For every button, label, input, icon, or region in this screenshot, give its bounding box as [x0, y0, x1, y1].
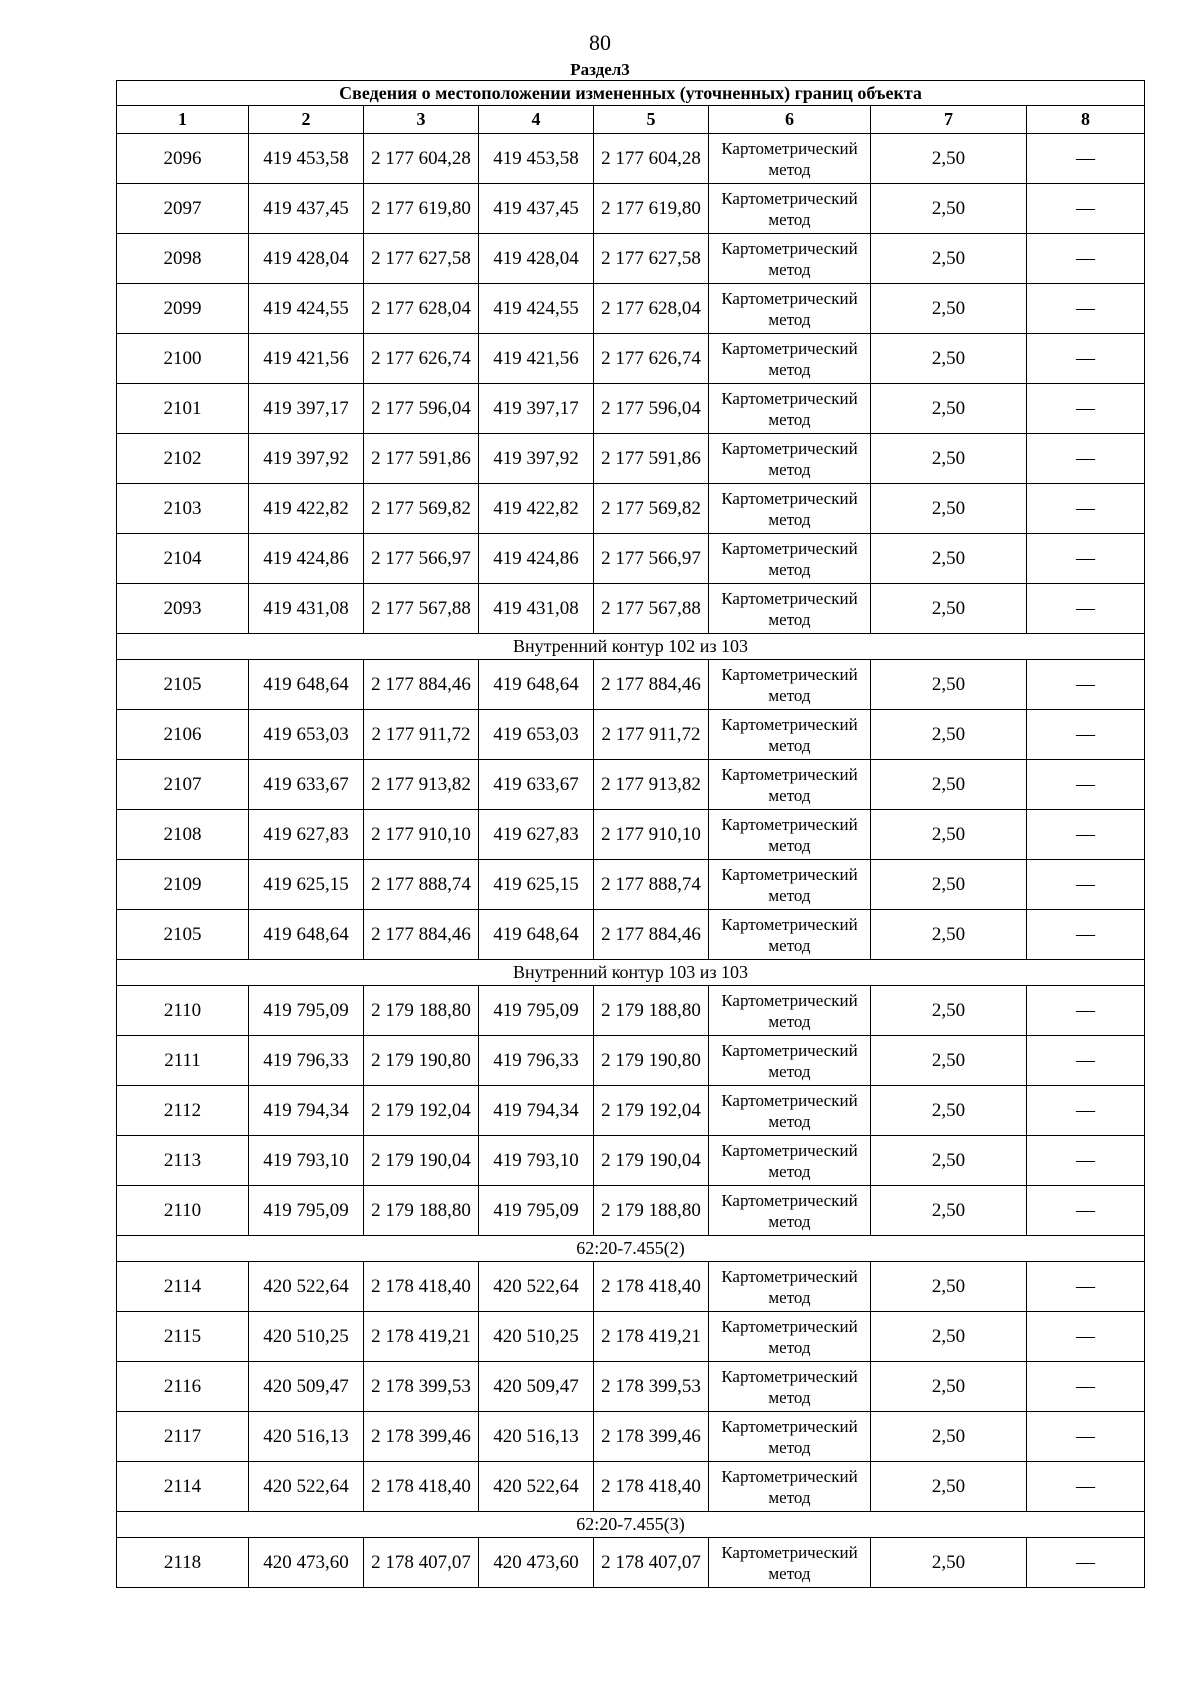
table-cell: 2 177 884,46	[594, 910, 709, 960]
table-cell: Картометрический метод	[709, 860, 871, 910]
table-cell: Картометрический метод	[709, 986, 871, 1036]
table-cell: 420 516,13	[479, 1412, 594, 1462]
table-cell: 419 453,58	[249, 134, 364, 184]
table-cell: 419 627,83	[479, 810, 594, 860]
table-cell: 2 178 418,40	[364, 1262, 479, 1312]
table-cell: 2 178 399,53	[594, 1362, 709, 1412]
table-cell: 419 424,55	[479, 284, 594, 334]
table-cell: 2 178 419,21	[364, 1312, 479, 1362]
table-cell: 2,50	[871, 184, 1027, 234]
table-cell: 2 179 190,04	[594, 1136, 709, 1186]
table-cell: 420 522,64	[249, 1462, 364, 1512]
table-cell: 2,50	[871, 860, 1027, 910]
table-cell: 420 473,60	[249, 1538, 364, 1588]
table-cell: 419 421,56	[479, 334, 594, 384]
table-row	[117, 910, 1145, 960]
table-cell: 420 522,64	[249, 1262, 364, 1312]
table-cell: 2 177 628,04	[364, 284, 479, 334]
table-cell: 2 177 888,74	[594, 860, 709, 910]
table-cell: —	[1027, 1036, 1145, 1086]
table-cell: 2099	[117, 284, 249, 334]
table-title: Сведения о местоположении измененных (уточненных) границ объекта	[117, 81, 1145, 106]
column-number: 5	[594, 106, 709, 134]
table-cell: 2,50	[871, 760, 1027, 810]
table-cell: Картометрический метод	[709, 534, 871, 584]
table-cell: —	[1027, 184, 1145, 234]
table-row	[117, 384, 1145, 434]
table-cell: 2112	[117, 1086, 249, 1136]
table-cell: 419 794,34	[249, 1086, 364, 1136]
table-cell: 419 653,03	[479, 710, 594, 760]
table-cell: —	[1027, 134, 1145, 184]
table-cell: 2,50	[871, 1086, 1027, 1136]
table-cell: 2114	[117, 1262, 249, 1312]
table-cell: —	[1027, 1362, 1145, 1412]
table-cell: 2110	[117, 1186, 249, 1236]
table-cell: 2110	[117, 986, 249, 1036]
table-row	[117, 1086, 1145, 1136]
table-cell: Картометрический метод	[709, 1462, 871, 1512]
table-cell: 2 177 596,04	[594, 384, 709, 434]
table-cell: Картометрический метод	[709, 584, 871, 634]
table-cell: —	[1027, 1312, 1145, 1362]
table-cell: 2 177 619,80	[364, 184, 479, 234]
table-cell: 419 428,04	[249, 234, 364, 284]
table-cell: 420 509,47	[479, 1362, 594, 1412]
table-cell: 420 473,60	[479, 1538, 594, 1588]
table-cell: 2 179 188,80	[594, 986, 709, 1036]
table-row	[117, 1136, 1145, 1186]
table-cell: 2,50	[871, 986, 1027, 1036]
contour-label: 62:20-7.455(2)	[117, 1236, 1145, 1262]
table-cell: 2 179 192,04	[594, 1086, 709, 1136]
table-cell: 2 179 188,80	[364, 1186, 479, 1236]
table-row	[117, 1262, 1145, 1312]
table-cell: 2 177 884,46	[364, 660, 479, 710]
table-cell: 2,50	[871, 1136, 1027, 1186]
table-cell: 2 177 910,10	[594, 810, 709, 860]
table-cell: —	[1027, 484, 1145, 534]
table-cell: —	[1027, 584, 1145, 634]
table-cell: —	[1027, 710, 1145, 760]
table-cell: —	[1027, 384, 1145, 434]
column-number: 2	[249, 106, 364, 134]
contour-group-row	[117, 1512, 1145, 1538]
table-cell: 419 625,15	[479, 860, 594, 910]
table-row	[117, 986, 1145, 1036]
table-row	[117, 584, 1145, 634]
table-cell: 2,50	[871, 134, 1027, 184]
table-row	[117, 284, 1145, 334]
table-cell: 2 177 910,10	[364, 810, 479, 860]
table-cell: 419 431,08	[249, 584, 364, 634]
table-cell: 419 648,64	[479, 660, 594, 710]
table-cell: 2 179 192,04	[364, 1086, 479, 1136]
table-cell: 2 177 888,74	[364, 860, 479, 910]
table-cell: 419 796,33	[479, 1036, 594, 1086]
table-cell: 419 431,08	[479, 584, 594, 634]
table-cell: —	[1027, 760, 1145, 810]
table-row	[117, 434, 1145, 484]
table-cell: 420 510,25	[479, 1312, 594, 1362]
table-cell: 2,50	[871, 810, 1027, 860]
table-cell: 2,50	[871, 1412, 1027, 1462]
table-cell: —	[1027, 1412, 1145, 1462]
table-cell: 419 397,17	[249, 384, 364, 434]
table-cell: Картометрический метод	[709, 1362, 871, 1412]
table-cell: 2,50	[871, 584, 1027, 634]
table-cell: 419 794,34	[479, 1086, 594, 1136]
table-cell: 419 796,33	[249, 1036, 364, 1086]
table-cell: 420 522,64	[479, 1262, 594, 1312]
table-cell: 2108	[117, 810, 249, 860]
table-cell: 420 516,13	[249, 1412, 364, 1462]
table-cell: 2 177 911,72	[594, 710, 709, 760]
table-cell: Картометрический метод	[709, 1086, 871, 1136]
table-cell: 2,50	[871, 484, 1027, 534]
table-cell: 2106	[117, 710, 249, 760]
table-cell: 2,50	[871, 710, 1027, 760]
column-number: 8	[1027, 106, 1145, 134]
table-cell: 2117	[117, 1412, 249, 1462]
table-cell: 2 178 399,46	[364, 1412, 479, 1462]
table-cell: 2113	[117, 1136, 249, 1186]
table-cell: 2 177 627,58	[594, 234, 709, 284]
table-cell: 2,50	[871, 1036, 1027, 1086]
table-cell: 2 178 419,21	[594, 1312, 709, 1362]
table-cell: 419 453,58	[479, 134, 594, 184]
table-cell: 419 627,83	[249, 810, 364, 860]
table-cell: 419 424,55	[249, 284, 364, 334]
table-cell: 2 177 604,28	[594, 134, 709, 184]
boundary-table	[116, 80, 1145, 1588]
table-cell: —	[1027, 860, 1145, 910]
table-cell: 2 177 619,80	[594, 184, 709, 234]
table-cell: —	[1027, 1262, 1145, 1312]
table-cell: —	[1027, 434, 1145, 484]
table-cell: 2 177 596,04	[364, 384, 479, 434]
table-cell: 2,50	[871, 1186, 1027, 1236]
table-cell: 2114	[117, 1462, 249, 1512]
table-cell: 2 178 418,40	[594, 1262, 709, 1312]
table-cell: 2 177 567,88	[364, 584, 479, 634]
table-cell: 2104	[117, 534, 249, 584]
table-cell: 2105	[117, 910, 249, 960]
table-cell: 2 177 628,04	[594, 284, 709, 334]
table-cell: —	[1027, 810, 1145, 860]
table-cell: 2 177 911,72	[364, 710, 479, 760]
table-cell: Картометрический метод	[709, 434, 871, 484]
table-cell: 2 177 569,82	[364, 484, 479, 534]
table-cell: —	[1027, 1186, 1145, 1236]
table-cell: 2 178 407,07	[364, 1538, 479, 1588]
table-cell: 2,50	[871, 384, 1027, 434]
table-cell: 2 177 627,58	[364, 234, 479, 284]
table-cell: Картометрический метод	[709, 910, 871, 960]
table-cell: 419 422,82	[479, 484, 594, 534]
table-cell: Картометрический метод	[709, 1538, 871, 1588]
table-row	[117, 1412, 1145, 1462]
table-cell: 2 178 399,46	[594, 1412, 709, 1462]
table-cell: 419 424,86	[249, 534, 364, 584]
table-cell: 2107	[117, 760, 249, 810]
table-cell: 420 522,64	[479, 1462, 594, 1512]
table-cell: 419 437,45	[249, 184, 364, 234]
table-title-row	[117, 81, 1145, 106]
table-cell: 2,50	[871, 1462, 1027, 1512]
table-cell: 419 653,03	[249, 710, 364, 760]
table-cell: 2 178 418,40	[594, 1462, 709, 1512]
contour-label: Внутренний контур 103 из 103	[117, 960, 1145, 986]
table-cell: 2,50	[871, 660, 1027, 710]
table-cell: 420 510,25	[249, 1312, 364, 1362]
table-cell: —	[1027, 234, 1145, 284]
table-cell: —	[1027, 1538, 1145, 1588]
table-cell: Картометрический метод	[709, 710, 871, 760]
table-cell: 2111	[117, 1036, 249, 1086]
table-cell: 419 793,10	[249, 1136, 364, 1186]
table-cell: 2 178 407,07	[594, 1538, 709, 1588]
table-cell: 2098	[117, 234, 249, 284]
table-cell: Картометрический метод	[709, 760, 871, 810]
table-cell: 2 179 190,80	[364, 1036, 479, 1086]
table-cell: —	[1027, 534, 1145, 584]
table-cell: 419 648,64	[249, 660, 364, 710]
table-row	[117, 660, 1145, 710]
table-row	[117, 760, 1145, 810]
table-cell: 2,50	[871, 1262, 1027, 1312]
table-cell: 419 397,92	[479, 434, 594, 484]
table-cell: 2109	[117, 860, 249, 910]
table-cell: —	[1027, 1136, 1145, 1186]
table-cell: 2 177 591,86	[364, 434, 479, 484]
table-cell: 2 177 567,88	[594, 584, 709, 634]
contour-label: 62:20-7.455(3)	[117, 1512, 1145, 1538]
table-cell: 419 795,09	[479, 986, 594, 1036]
table-cell: 2 179 188,80	[594, 1186, 709, 1236]
table-cell: Картометрический метод	[709, 810, 871, 860]
table-row	[117, 534, 1145, 584]
table-cell: 2103	[117, 484, 249, 534]
table-cell: 2,50	[871, 284, 1027, 334]
table-cell: 2097	[117, 184, 249, 234]
table-row	[117, 334, 1145, 384]
table-cell: Картометрический метод	[709, 1262, 871, 1312]
table-cell: 2093	[117, 584, 249, 634]
table-row	[117, 1462, 1145, 1512]
table-cell: 2 179 190,04	[364, 1136, 479, 1186]
table-cell: 419 633,67	[479, 760, 594, 810]
table-cell: 419 795,09	[249, 1186, 364, 1236]
table-row	[117, 184, 1145, 234]
table-row	[117, 810, 1145, 860]
table-cell: 2102	[117, 434, 249, 484]
table-cell: Картометрический метод	[709, 384, 871, 434]
column-number: 6	[709, 106, 871, 134]
table-cell: Картометрический метод	[709, 1312, 871, 1362]
table-cell: 2 177 591,86	[594, 434, 709, 484]
column-number: 4	[479, 106, 594, 134]
table-cell: 419 397,92	[249, 434, 364, 484]
contour-group-row	[117, 1236, 1145, 1262]
table-cell: 2 177 569,82	[594, 484, 709, 534]
table-cell: 419 437,45	[479, 184, 594, 234]
table-cell: 2116	[117, 1362, 249, 1412]
table-row	[117, 234, 1145, 284]
table-cell: Картометрический метод	[709, 660, 871, 710]
table-cell: 419 397,17	[479, 384, 594, 434]
table-cell: Картометрический метод	[709, 334, 871, 384]
table-cell: Картометрический метод	[709, 1412, 871, 1462]
table-cell: —	[1027, 986, 1145, 1036]
table-body	[117, 134, 1145, 1588]
table-row	[117, 134, 1145, 184]
table-row	[117, 1362, 1145, 1412]
table-cell: Картометрический метод	[709, 1036, 871, 1086]
table-cell: —	[1027, 284, 1145, 334]
page-number: 80	[589, 30, 611, 55]
table-row	[117, 710, 1145, 760]
table-row	[117, 1036, 1145, 1086]
table-cell: 2100	[117, 334, 249, 384]
table-cell: 2 178 399,53	[364, 1362, 479, 1412]
table-cell: 2 177 626,74	[364, 334, 479, 384]
table-cell: —	[1027, 334, 1145, 384]
table-cell: 419 795,09	[479, 1186, 594, 1236]
table-cell: 2 177 566,97	[364, 534, 479, 584]
table-cell: 2,50	[871, 1362, 1027, 1412]
contour-group-row	[117, 634, 1145, 660]
table-cell: 2118	[117, 1538, 249, 1588]
table-cell: 2 177 626,74	[594, 334, 709, 384]
table-cell: 2101	[117, 384, 249, 434]
table-cell: 2,50	[871, 334, 1027, 384]
section-label: Раздел3	[570, 60, 630, 79]
table-cell: 2,50	[871, 434, 1027, 484]
table-cell: 2115	[117, 1312, 249, 1362]
table-cell: 2,50	[871, 234, 1027, 284]
table-cell: 2 178 418,40	[364, 1462, 479, 1512]
table-row	[117, 1186, 1145, 1236]
table-cell: Картометрический метод	[709, 284, 871, 334]
table-cell: 2 177 884,46	[594, 660, 709, 710]
column-number-row	[117, 106, 1145, 134]
table-cell: 2096	[117, 134, 249, 184]
table-row	[117, 860, 1145, 910]
table-cell: 2,50	[871, 534, 1027, 584]
table-cell: Картометрический метод	[709, 234, 871, 284]
table-cell: 2,50	[871, 1538, 1027, 1588]
table-cell: 2 177 884,46	[364, 910, 479, 960]
table-cell: 419 648,64	[249, 910, 364, 960]
table-cell: Картометрический метод	[709, 184, 871, 234]
table-cell: 419 625,15	[249, 860, 364, 910]
table-cell: 2 177 913,82	[364, 760, 479, 810]
table-cell: Картометрический метод	[709, 1136, 871, 1186]
table-cell: 419 428,04	[479, 234, 594, 284]
table-cell: —	[1027, 1462, 1145, 1512]
table-cell: 419 422,82	[249, 484, 364, 534]
table-cell: —	[1027, 910, 1145, 960]
table-cell: —	[1027, 660, 1145, 710]
table-row	[117, 1538, 1145, 1588]
table-cell: 2 179 188,80	[364, 986, 479, 1036]
table-cell: 420 509,47	[249, 1362, 364, 1412]
table-cell: 419 648,64	[479, 910, 594, 960]
table-cell: 2 177 604,28	[364, 134, 479, 184]
contour-label: Внутренний контур 102 из 103	[117, 634, 1145, 660]
table-cell: Картометрический метод	[709, 484, 871, 534]
contour-group-row	[117, 960, 1145, 986]
table-cell: 2,50	[871, 910, 1027, 960]
table-cell: 419 795,09	[249, 986, 364, 1036]
table-cell: 419 424,86	[479, 534, 594, 584]
table-row	[117, 484, 1145, 534]
column-number: 7	[871, 106, 1027, 134]
column-number: 1	[117, 106, 249, 134]
table-cell: 2105	[117, 660, 249, 710]
table-cell: 2 177 566,97	[594, 534, 709, 584]
table-cell: 2 177 913,82	[594, 760, 709, 810]
table-cell: 419 421,56	[249, 334, 364, 384]
table-cell: 419 633,67	[249, 760, 364, 810]
table-cell: 2 179 190,80	[594, 1036, 709, 1086]
table-cell: 419 793,10	[479, 1136, 594, 1186]
table-row	[117, 1312, 1145, 1362]
table-cell: —	[1027, 1086, 1145, 1136]
column-number: 3	[364, 106, 479, 134]
table-cell: Картометрический метод	[709, 1186, 871, 1236]
table-cell: 2,50	[871, 1312, 1027, 1362]
table-cell: Картометрический метод	[709, 134, 871, 184]
